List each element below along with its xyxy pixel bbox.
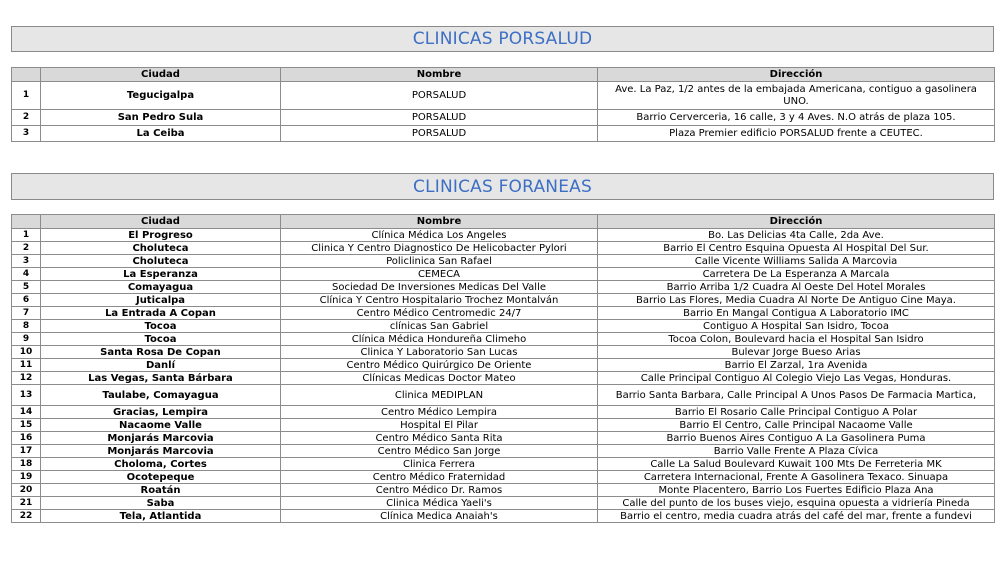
table-row	[12, 242, 995, 255]
row-address: Barrio Las Flores, Media Cuadra Al Norte De Antiguo Cine Maya.	[598, 294, 995, 307]
row-address: Barrio El Centro, Calle Principal Nacaome Valle	[598, 419, 995, 432]
row-city: Santa Rosa De Copan	[41, 346, 281, 359]
row-clinic-name: Centro Médico Santa Rita	[281, 432, 598, 445]
table-row	[12, 372, 995, 385]
row-clinic-name: CEMECA	[281, 268, 598, 281]
row-city: El Progreso	[41, 229, 281, 242]
row-clinic-name: Clinica Médica Yaeli's	[281, 497, 598, 510]
row-address: Barrio El Rosario Calle Principal Contiguo A Polar	[598, 406, 995, 419]
row-clinic-name: Centro Médico Fraternidad	[281, 471, 598, 484]
row-clinic-name: Clínica Y Centro Hospitalario Trochez Montalván	[281, 294, 598, 307]
row-clinic-name: Sociedad De Inversiones Medicas Del Valle	[281, 281, 598, 294]
table-row	[12, 281, 995, 294]
row-city: Monjarás Marcovia	[41, 432, 281, 445]
row-city: Monjarás Marcovia	[41, 445, 281, 458]
header-number	[12, 215, 41, 229]
row-address: Calle La Salud Boulevard Kuwait 100 Mts De Ferreteria MK	[598, 458, 995, 471]
row-number: 17	[12, 445, 41, 458]
table-row	[12, 294, 995, 307]
row-city: La Entrada A Copan	[41, 307, 281, 320]
row-address: Monte Placentero, Barrio Los Fuertes Edificio Plaza Ana	[598, 484, 995, 497]
table-row	[12, 484, 995, 497]
row-address: Bulevar Jorge Bueso Arias	[598, 346, 995, 359]
row-number: 2	[12, 110, 41, 126]
row-number: 21	[12, 497, 41, 510]
porsalud-clinics-table	[11, 67, 995, 142]
table-row	[12, 445, 995, 458]
row-clinic-name: Clinica Y Laboratorio San Lucas	[281, 346, 598, 359]
row-city: Ocotepeque	[41, 471, 281, 484]
row-number: 6	[12, 294, 41, 307]
header-name: Nombre	[281, 215, 598, 229]
row-city: Juticalpa	[41, 294, 281, 307]
row-clinic-name: clínicas San Gabriel	[281, 320, 598, 333]
row-number: 1	[12, 82, 41, 110]
table-row	[12, 110, 995, 126]
row-address: Barrio En Mangal Contigua A Laboratorio IMC	[598, 307, 995, 320]
row-clinic-name: Clinica Ferrera	[281, 458, 598, 471]
table-row	[12, 255, 995, 268]
row-address: Barrio Buenos Aires Contiguo A La Gasolinera Puma	[598, 432, 995, 445]
row-city: La Esperanza	[41, 268, 281, 281]
row-city: Choluteca	[41, 242, 281, 255]
row-city: Saba	[41, 497, 281, 510]
row-address: Calle Principal Contiguo Al Colegio Viejo Las Vegas, Honduras.	[598, 372, 995, 385]
row-address: Carretera Internacional, Frente A Gasolinera Texaco. Sinuapa	[598, 471, 995, 484]
row-city: Tocoa	[41, 320, 281, 333]
table-row	[12, 229, 995, 242]
header-address: Dirección	[598, 215, 995, 229]
row-address: Barrio El Centro Esquina Opuesta Al Hospital Del Sur.	[598, 242, 995, 255]
row-number: 22	[12, 510, 41, 523]
row-number: 3	[12, 255, 41, 268]
header-number	[12, 68, 41, 82]
row-clinic-name: Clínica Medica Anaiah's	[281, 510, 598, 523]
row-number: 12	[12, 372, 41, 385]
row-address: Carretera De La Esperanza A Marcala	[598, 268, 995, 281]
table-row	[12, 359, 995, 372]
row-city: Choloma, Cortes	[41, 458, 281, 471]
table-header-row	[12, 215, 995, 229]
row-number: 11	[12, 359, 41, 372]
row-address: Barrio el centro, media cuadra atrás del café del mar, frente a fundevi	[598, 510, 995, 523]
row-address: Tocoa Colon, Boulevard hacia el Hospital San Isidro	[598, 333, 995, 346]
row-clinic-name: PORSALUD	[281, 110, 598, 126]
row-city: Danlí	[41, 359, 281, 372]
foraneas-clinics-table	[11, 214, 995, 523]
row-number: 13	[12, 385, 41, 406]
row-address: Calle Vicente Williams Salida A Marcovia	[598, 255, 995, 268]
table-row	[12, 268, 995, 281]
row-city: Las Vegas, Santa Bárbara	[41, 372, 281, 385]
row-city: Nacaome Valle	[41, 419, 281, 432]
row-city: Choluteca	[41, 255, 281, 268]
table-row	[12, 320, 995, 333]
row-number: 15	[12, 419, 41, 432]
row-address: Barrio Santa Barbara, Calle Principal A Unos Pasos De Farmacia Martica,	[598, 385, 995, 406]
porsalud-section-title: CLINICAS PORSALUD	[11, 26, 994, 52]
row-address: Ave. La Paz, 1/2 antes de la embajada Americana, contiguo a gasolinera UNO.	[598, 82, 995, 110]
row-clinic-name: Centro Médico Lempira	[281, 406, 598, 419]
row-clinic-name: Centro Médico Centromedic 24/7	[281, 307, 598, 320]
row-number: 20	[12, 484, 41, 497]
foraneas-section-title: CLINICAS FORANEAS	[11, 173, 994, 200]
row-number: 19	[12, 471, 41, 484]
row-clinic-name: Clinica MEDIPLAN	[281, 385, 598, 406]
row-clinic-name: Clínica Médica Los Angeles	[281, 229, 598, 242]
header-city: Ciudad	[41, 215, 281, 229]
row-city: Comayagua	[41, 281, 281, 294]
row-city: Tocoa	[41, 333, 281, 346]
row-clinic-name: Clínicas Medicas Doctor Mateo	[281, 372, 598, 385]
row-city: Tegucigalpa	[41, 82, 281, 110]
table-row	[12, 458, 995, 471]
row-city: Roatán	[41, 484, 281, 497]
table-row	[12, 419, 995, 432]
row-number: 5	[12, 281, 41, 294]
row-city: San Pedro Sula	[41, 110, 281, 126]
table-row	[12, 497, 995, 510]
row-address: Barrio Valle Frente A Plaza Cívica	[598, 445, 995, 458]
header-name: Nombre	[281, 68, 598, 82]
table-row	[12, 510, 995, 523]
row-clinic-name: Hospital El Pilar	[281, 419, 598, 432]
table-row	[12, 406, 995, 419]
row-address: Plaza Premier edificio PORSALUD frente a CEUTEC.	[598, 126, 995, 142]
row-clinic-name: PORSALUD	[281, 126, 598, 142]
table-header-row	[12, 68, 995, 82]
row-address: Barrio Arriba 1/2 Cuadra Al Oeste Del Hotel Morales	[598, 281, 995, 294]
row-address: Bo. Las Delicias 4ta Calle, 2da Ave.	[598, 229, 995, 242]
row-number: 2	[12, 242, 41, 255]
table-row	[12, 346, 995, 359]
row-number: 10	[12, 346, 41, 359]
row-number: 18	[12, 458, 41, 471]
row-city: Taulabe, Comayagua	[41, 385, 281, 406]
table-row	[12, 307, 995, 320]
table-row	[12, 333, 995, 346]
table-row	[12, 126, 995, 142]
row-number: 14	[12, 406, 41, 419]
row-clinic-name: Policlinica San Rafael	[281, 255, 598, 268]
row-city: Gracias, Lempira	[41, 406, 281, 419]
row-number: 3	[12, 126, 41, 142]
row-clinic-name: Centro Médico Dr. Ramos	[281, 484, 598, 497]
row-address: Calle del punto de los buses viejo, esquina opuesta a vidriería Pineda	[598, 497, 995, 510]
row-address: Barrio Cerverceria, 16 calle, 3 y 4 Aves. N.O atrás de plaza 105.	[598, 110, 995, 126]
row-clinic-name: Clinica Y Centro Diagnostico De Helicobacter Pylori	[281, 242, 598, 255]
row-number: 16	[12, 432, 41, 445]
row-number: 4	[12, 268, 41, 281]
row-clinic-name: Clínica Médica Hondureña Climeho	[281, 333, 598, 346]
header-address: Dirección	[598, 68, 995, 82]
table-row	[12, 432, 995, 445]
row-number: 7	[12, 307, 41, 320]
row-number: 8	[12, 320, 41, 333]
table-row	[12, 471, 995, 484]
row-number: 9	[12, 333, 41, 346]
row-clinic-name: Centro Médico San Jorge	[281, 445, 598, 458]
table-row	[12, 82, 995, 110]
row-number: 1	[12, 229, 41, 242]
header-city: Ciudad	[41, 68, 281, 82]
table-row	[12, 385, 995, 406]
row-clinic-name: Centro Médico Quirúrgico De Oriente	[281, 359, 598, 372]
row-clinic-name: PORSALUD	[281, 82, 598, 110]
row-city: Tela, Atlantida	[41, 510, 281, 523]
row-city: La Ceiba	[41, 126, 281, 142]
row-address: Contiguo A Hospital San Isidro, Tocoa	[598, 320, 995, 333]
row-address: Barrio El Zarzal, 1ra Avenida	[598, 359, 995, 372]
